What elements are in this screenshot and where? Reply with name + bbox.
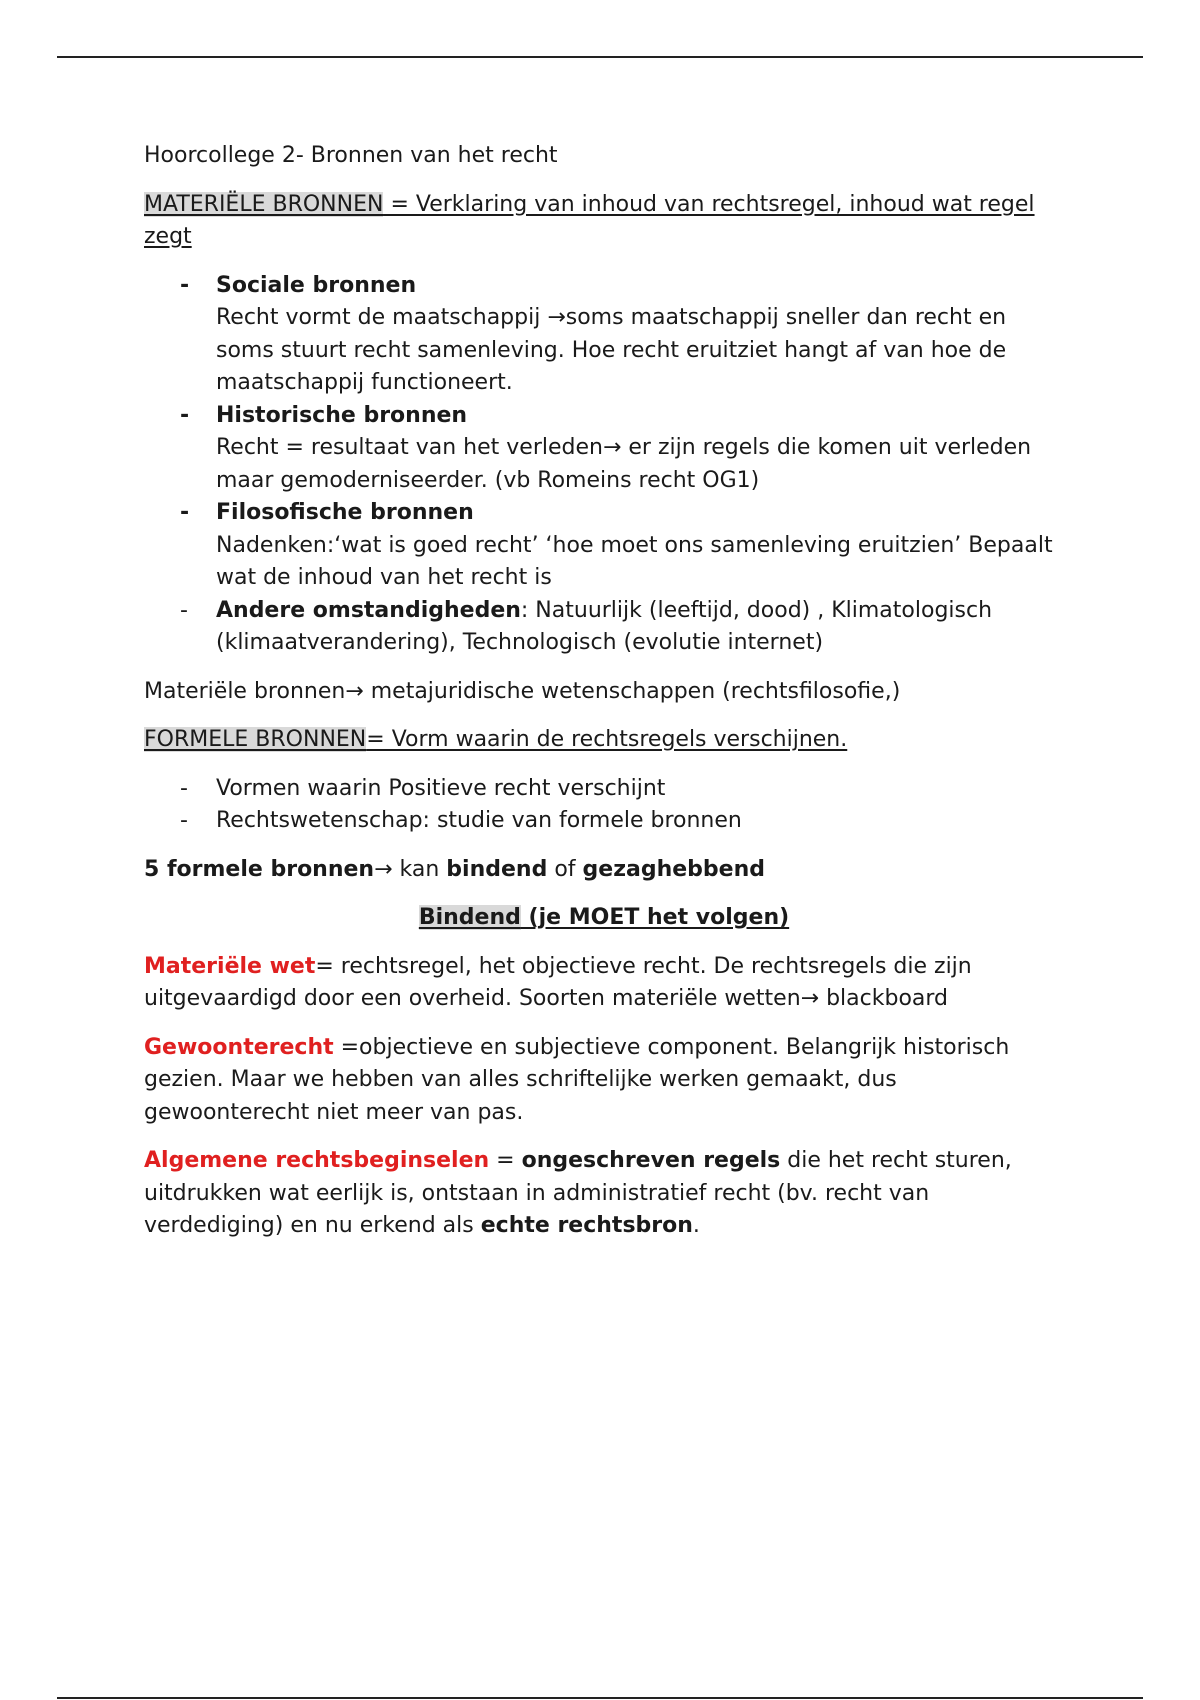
page-title: Hoorcollege 2- Bronnen van het recht — [144, 143, 558, 168]
list-item — [144, 595, 1064, 660]
list-heading: Andere omstandigheden — [216, 597, 521, 623]
list-item — [144, 497, 1064, 595]
list-text: Recht vormt de maatschappij →soms maatschappij sneller dan recht en soms stuurt recht samenleving. Hoe recht eruitziet hangt af van hoe de maatschappij functioneert. — [216, 305, 1007, 395]
list-item — [144, 270, 1064, 400]
list-text: Nadenken:‘wat is goed recht’ ‘hoe moet ons samenleving eruitzien’ Bepaalt wat de inhoud van het recht is — [216, 532, 1053, 590]
list-dash: - — [180, 775, 188, 801]
gewoonterecht-text: =objectieve en subjectieve component. Belangrijk historisch gezien. Maar we hebben van alles schriftelijke werken gemaakt, dus gewoonterecht niet meer van pas. — [144, 1034, 1010, 1125]
formele-definition — [144, 724, 1064, 757]
gezaghebbend-word: gezaghebbend — [582, 856, 766, 882]
list-text: Recht = resultaat van het verleden→ er zijn regels die komen uit verleden maar gemoderniseerder. (vb Romeins recht OG1) — [216, 435, 1032, 493]
rechtsbeginselen-term: Algemene rechtsbeginselen — [144, 1148, 490, 1173]
materiele-definition — [144, 189, 1064, 254]
materiele-wet-paragraph — [144, 951, 1064, 1016]
bindend-highlight: Bindend — [418, 905, 521, 930]
list-heading: Filosofische bronnen — [216, 500, 474, 525]
or-word: of — [547, 856, 583, 882]
bindend-word: bindend — [446, 856, 548, 882]
period: . — [692, 1213, 700, 1238]
formele-label: FORMELE BRONNEN — [144, 727, 367, 752]
five-sources-line — [144, 854, 1064, 887]
equals-text: = — [489, 1148, 522, 1173]
list-heading: Historische bronnen — [216, 402, 468, 428]
list-item — [144, 773, 1064, 806]
header-rule — [57, 56, 1143, 58]
gewoonterecht-term: Gewoonterecht — [144, 1034, 334, 1060]
list-dash: - — [180, 500, 190, 525]
bindend-rest: (je MOET het volgen) — [520, 905, 790, 930]
echte-rechtsbron: echte rechtsbron — [480, 1213, 693, 1238]
document-body — [144, 140, 1064, 1243]
list-dash: - — [180, 808, 188, 833]
gewoonterecht-paragraph — [144, 1032, 1064, 1130]
formele-list — [144, 773, 1064, 838]
materiele-summary: Materiële bronnen→ metajuridische wetenschappen (rechtsfilosofie,) — [144, 678, 901, 704]
rechtsbeginselen-paragraph — [144, 1145, 1064, 1243]
formele-definition-text: = Vorm waarin de rechtsregels verschijnen. — [366, 727, 848, 752]
materiele-wet-text: = rechtsregel, het objectieve recht. De rechtsregels die zijn uitgevaardigd door een overheid. Soorten materiële wetten→ blackboard — [144, 953, 972, 1011]
five-sources-bold: 5 formele bronnen — [144, 856, 375, 882]
list-dash: - — [180, 272, 190, 298]
ongeschreven-regels: ongeschreven regels — [521, 1148, 781, 1173]
list-dash: - — [180, 597, 188, 623]
bindend-heading — [144, 902, 1064, 935]
materiele-wet-term: Materiële wet — [144, 953, 316, 979]
list-item — [144, 400, 1064, 498]
rechtsbeginselen-text: die het recht sturen, uitdrukken wat eerlijk is, ontstaan in administratief recht (bv. recht van verdediging) en nu erkend als — [144, 1148, 1012, 1238]
footer-rule — [57, 1697, 1143, 1699]
list-heading: Sociale bronnen — [216, 272, 417, 298]
materiele-label: MATERIËLE BRONNEN — [144, 191, 384, 217]
list-dash: - — [180, 402, 190, 428]
materiele-list — [144, 270, 1064, 660]
list-text: Rechtswetenschap: studie van formele bronnen — [216, 808, 742, 833]
list-text: Vormen waarin Positieve recht verschijnt — [216, 775, 666, 801]
list-text: : Natuurlijk (leeftijd, dood) , Klimatologisch (klimaatverandering), Technologisch (evolutie internet) — [216, 597, 993, 655]
list-item — [144, 805, 1064, 838]
materiele-definition-text: = Verklaring van inhoud van rechtsregel, inhoud wat regel zegt — [144, 191, 1035, 249]
five-sources-text: → kan — [374, 856, 447, 882]
